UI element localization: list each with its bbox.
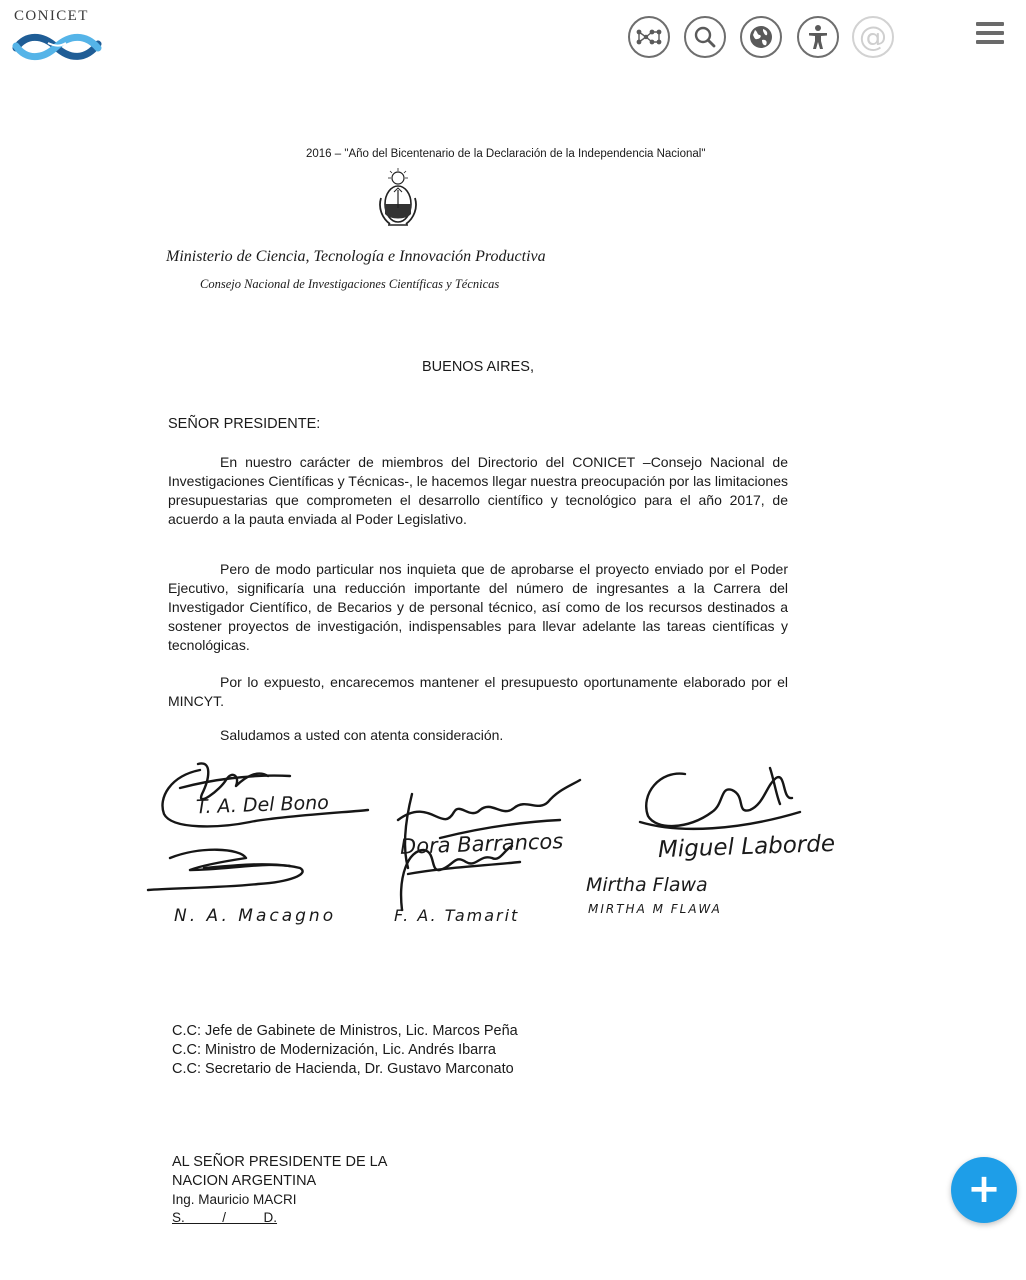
address-line: S. / D. [172,1210,278,1225]
signature-name: T. A. Del Bono [195,791,330,819]
plus-icon: + [967,1165,1001,1212]
letter-paragraph: En nuestro carácter de miembros del Directorio del CONICET –Consejo Nacional de Investigaciones Científicas y Técnicas-, le hacemos llegar nuestra preocupación por las limitaciones presupuestarias que comprometen el desarrollo científico y tecnológico para el año 2017, de acuerdo a la pauta enviada al Poder Legislativo. [168,454,788,527]
address-line: Ing. Mauricio MACRI [172,1192,297,1207]
coat-of-arms-seal [376,168,420,228]
accessibility-button[interactable] [797,16,839,58]
signature-name: Dora Barrancos [399,829,564,859]
ministry-title: Ministerio de Ciencia, Tecnología e Innovación Productiva [166,248,546,265]
address-line: AL SEÑOR PRESIDENTE DE LA [172,1154,388,1170]
logo-text: CONICET [14,8,89,24]
globe-icon [748,24,774,50]
letter-city: BUENOS AIRES, [422,359,535,375]
letter-closing: Saludamos a usted con atenta consideración. [220,727,504,743]
signatures-block [140,750,860,950]
cc-line: C.C: Ministro de Modernización, Lic. Andrés Ibarra [172,1042,496,1058]
document-page [0,70,1026,1280]
letter-salutation: SEÑOR PRESIDENTE: [168,416,321,432]
letter-paragraph: Pero de modo particular nos inquieta que de aprobarse el proyecto enviado por el Poder Ejecutivo, significaría una reducción importante del número de ingresantes a la Carrera del Investigador Científico, de Becarios y de personal técnico, así como de los recursos destinados a sostener proyectos de investigación, indispensables para llevar adelante las tareas científicas y tecnológicas. [168,561,788,653]
signature-name: F. A. Tamarit [394,906,520,925]
signature-name: Mirtha Flawa [586,874,708,896]
hamburger-menu-icon [976,22,1004,26]
search-button[interactable] [684,16,726,58]
signature-name: Miguel Laborde [657,830,836,864]
accessibility-icon [806,24,830,50]
email-button[interactable] [852,16,894,58]
council-title: Consejo Nacional de Investigaciones Científicas y Técnicas [200,277,500,291]
conicet-wave-logo-icon [12,32,102,62]
conicet-logo[interactable] [12,8,104,64]
search-icon [693,25,717,49]
email-icon: @ [859,20,887,53]
hamburger-menu-button[interactable] [976,20,1006,48]
signature-name: N. A. Macagno [174,906,337,926]
add-button[interactable] [951,1157,1017,1223]
address-line: NACION ARGENTINA [172,1173,317,1189]
network-button[interactable] [628,16,670,58]
cc-line: C.C: Jefe de Gabinete de Ministros, Lic. Marcos Peña [172,1023,518,1039]
network-icon [636,28,662,46]
language-button[interactable] [740,16,782,58]
document-slogan: 2016 – "Año del Bicentenario de la Declaración de la Independencia Nacional" [306,148,706,160]
cc-line: C.C: Secretario de Hacienda, Dr. Gustavo Marconato [172,1061,514,1077]
letter-paragraph: Por lo expuesto, encarecemos mantener el presupuesto oportunamente elaborado por el MINCYT. [168,674,788,709]
signature-name: MIRTHA M FLAWA [588,902,722,916]
